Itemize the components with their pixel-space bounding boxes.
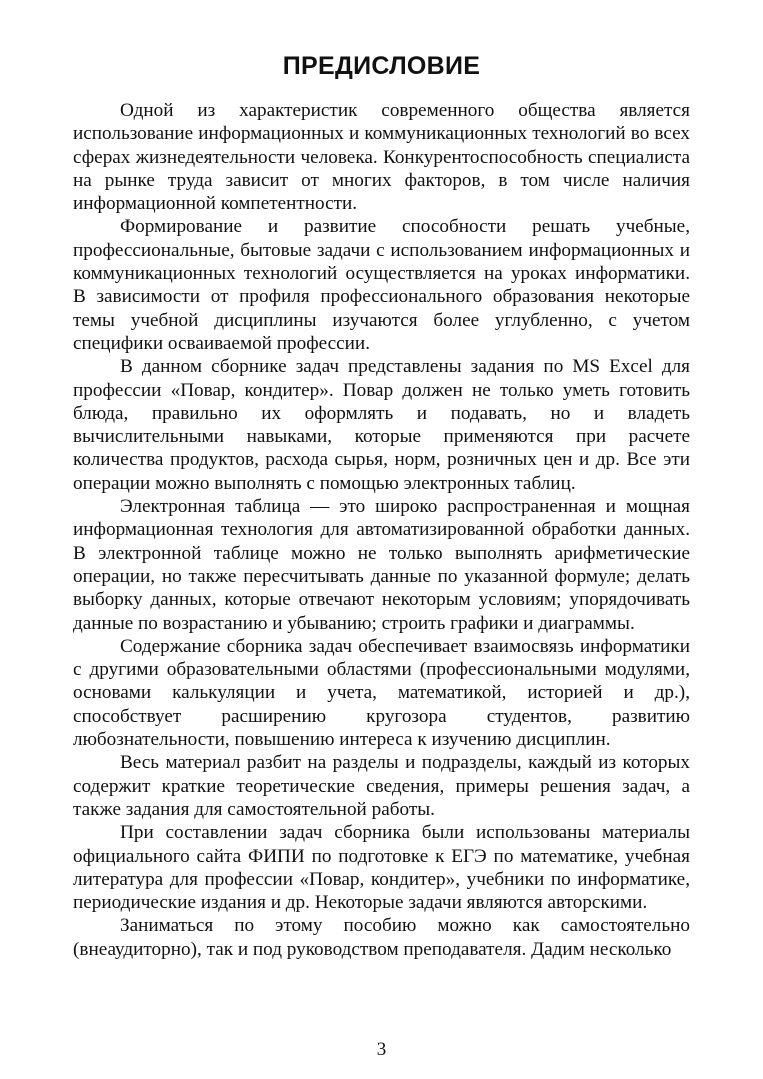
page-number: 3 — [376, 1039, 387, 1060]
paragraph: Заниматься по этому пособию можно как самостоятельно (внеаудиторно), так и под руководством преподавателя. Дадим несколько — [73, 915, 690, 960]
paragraph: Весь материал разбит на разделы и подразделы, каждый из которых содержит краткие теоретические сведения, примеры решения задач, а также задания для самостоятельной работы. — [73, 752, 690, 820]
paragraph: Формирование и развитие способности решать учебные, профессиональные, бытовые задачи с использованием информационных и коммуникационных технологий осуществляется на уроках информатики. В зависимости от профиля профессионального образования некоторые темы учебной дисциплины изучаются более углубленно, с учетом специфики осваиваемой профессии. — [73, 216, 690, 354]
paragraph: В данном сборнике задач представлены задания по MS Excel для профессии «Повар, кондитер». Повар должен не только уметь готовить блюда, правильно их оформлять и подавать, но и владеть вычислительными навыками, которые применяются при расчете количества продуктов, расхода сырья, норм, розничных цен и др. Все эти операции можно выполнять с помощью электронных таблиц. — [73, 356, 690, 494]
paragraph: Содержание сборника задач обеспечивает взаимосвязь информатики с другими образовательными областями (профессиональными модулями, основами калькуляции и учета, математикой, историей и др.), способствует расширению кругозора студентов, развитию любознательности, повышению интереса к изучению дисциплин. — [73, 635, 690, 751]
paragraph: При составлении задач сборника были использованы материалы официального сайта ФИПИ по подготовке к ЕГЭ по математике, учебная литература для профессии «Повар, кондитер», учебники по информатике, периодические издания и др. Некоторые задачи являются авторскими. — [73, 822, 690, 914]
page-title: ПРЕДИСЛОВИЕ — [282, 52, 481, 80]
paragraph: Электронная таблица — это широко распространенная и мощная информационная технология для автоматизированной обработки данных. В электронной таблице можно не только выполнять арифметические операции, но также пересчитывать данные по указанной формуле; делать выборку данных, которые отвечают некоторым условиям; упорядочивать данные по возрастанию и убыванию; строить графики и диаграммы. — [73, 496, 690, 634]
preface-body — [73, 99, 690, 961]
paragraph: Одной из характеристик современного общества является использование информационных и коммуникационных технологий во всех сферах жизнедеятельности человека. Конкурентоспособность специалиста на рынке труда зависит от многих факторов, в том числе наличия информационной компетентности. — [73, 100, 690, 215]
